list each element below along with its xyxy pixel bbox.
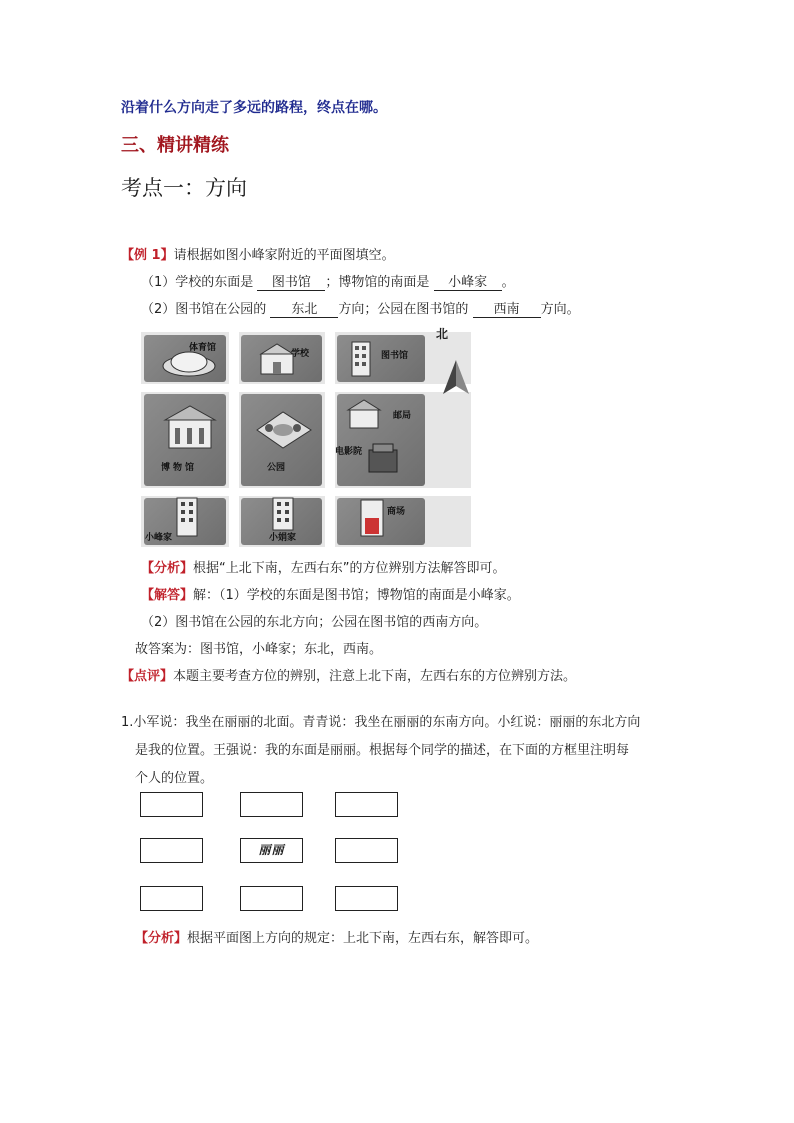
museum-icon — [159, 402, 219, 454]
seat-box-southeast[interactable] — [335, 886, 398, 911]
exercise-text-1: 小军说：我坐在丽丽的北面。青青说：我坐在丽丽的东南方向。小红说：丽丽的东北方向 — [133, 715, 641, 730]
q2-text-a: （2）图书馆在公园的 — [141, 302, 267, 317]
center-name: 丽丽 — [258, 843, 285, 857]
exercise-line-3: 个人的位置。 — [135, 771, 214, 786]
q1-text-a: （1）学校的东面是 — [141, 275, 254, 290]
q2-blank-1: 东北 — [270, 298, 338, 318]
map-road — [325, 332, 335, 547]
solution-tag: 【解答】 — [141, 588, 194, 603]
north-arrow-icon — [443, 360, 469, 396]
solution-text-1: 解：（1）学校的东面是图书馆；博物馆的南面是小峰家。 — [193, 588, 520, 603]
seat-box-northeast[interactable] — [335, 792, 398, 817]
school-icon — [253, 338, 303, 380]
map-label-cinema: 电影院 — [335, 447, 363, 457]
q1-text-c: 。 — [501, 275, 515, 290]
analysis2-text: 根据平面图上方向的规定：上北下南，左西右东，解答即可。 — [187, 931, 539, 946]
neighborhood-map — [141, 332, 471, 547]
q1-blank-2: 小峰家 — [434, 271, 502, 291]
example-q1 — [141, 271, 515, 291]
map-label-stadium: 体育馆 — [189, 343, 217, 353]
map-label-library: 图书馆 — [381, 351, 409, 361]
map-road — [229, 332, 239, 547]
map-label-park: 公园 — [267, 463, 286, 473]
analysis2-tag: 【分析】 — [135, 931, 188, 946]
xiaojuan-home-icon — [266, 494, 300, 534]
topic-title: 考点一：方向 — [121, 176, 247, 200]
seat-box-south[interactable] — [240, 886, 303, 911]
analysis2-line — [135, 927, 538, 946]
exercise-number: 1. — [121, 715, 134, 730]
example-prompt: 请根据如图小峰家附近的平面图填空。 — [173, 248, 395, 263]
example-q2 — [141, 298, 580, 318]
analysis-line — [141, 557, 506, 576]
seat-box-center — [240, 838, 303, 863]
q1-blank-1: 图书馆 — [257, 271, 325, 291]
exercise-line-1 — [121, 711, 640, 730]
map-label-school: 学校 — [291, 349, 310, 359]
park-icon — [253, 404, 315, 454]
seat-box-north[interactable] — [240, 792, 303, 817]
comment-line — [121, 665, 576, 684]
seat-box-northwest[interactable] — [140, 792, 203, 817]
map-label-mall: 商场 — [387, 507, 406, 517]
q2-text-c: 方向。 — [540, 302, 580, 317]
analysis-text: 根据“上北下南，左西右东”的方位辨别方法解答即可。 — [193, 561, 506, 576]
analysis-tag: 【分析】 — [141, 561, 194, 576]
example-prompt-line — [121, 244, 395, 263]
intro-line: 沿着什么方向走了多远的路程，终点在哪。 — [121, 100, 387, 116]
map-label-post-office: 邮局 — [393, 411, 412, 421]
exercise-line-2: 是我的位置。王强说：我的东面是丽丽。根据每个同学的描述，在下面的方框里注明每 — [135, 743, 630, 758]
cinema-icon — [363, 440, 403, 476]
solution-line-3: 故答案为：图书馆，小峰家；东北，西南。 — [135, 642, 383, 657]
xiaofeng-home-icon — [169, 494, 205, 540]
q1-text-b: ；博物馆的南面是 — [325, 275, 430, 290]
mall-icon — [355, 494, 389, 540]
comment-tag: 【点评】 — [121, 669, 174, 684]
q2-text-b: 方向；公园在图书馆的 — [338, 302, 469, 317]
seat-box-southwest[interactable] — [140, 886, 203, 911]
seat-box-west[interactable] — [140, 838, 203, 863]
example-tag: 【例 1】 — [121, 248, 174, 263]
solution-line-1 — [141, 584, 520, 603]
map-road — [141, 384, 471, 392]
section-title: 三、精讲精练 — [121, 135, 229, 156]
map-label-museum: 博物馆 — [161, 463, 198, 473]
solution-line-2: （2）图书馆在公园的东北方向；公园在图书馆的西南方向。 — [141, 615, 488, 630]
map-label-xiaojuan-home: 小娟家 — [269, 533, 297, 543]
comment-text: 本题主要考查方位的辨别，注意上北下南，左西右东的方位辨别方法。 — [173, 669, 577, 684]
q2-blank-2: 西南 — [473, 298, 541, 318]
library-icon — [346, 338, 376, 380]
north-label: 北 — [436, 327, 449, 341]
seat-box-east[interactable] — [335, 838, 398, 863]
post-office-icon — [346, 396, 391, 432]
map-label-xiaofeng-home: 小峰家 — [145, 533, 173, 543]
